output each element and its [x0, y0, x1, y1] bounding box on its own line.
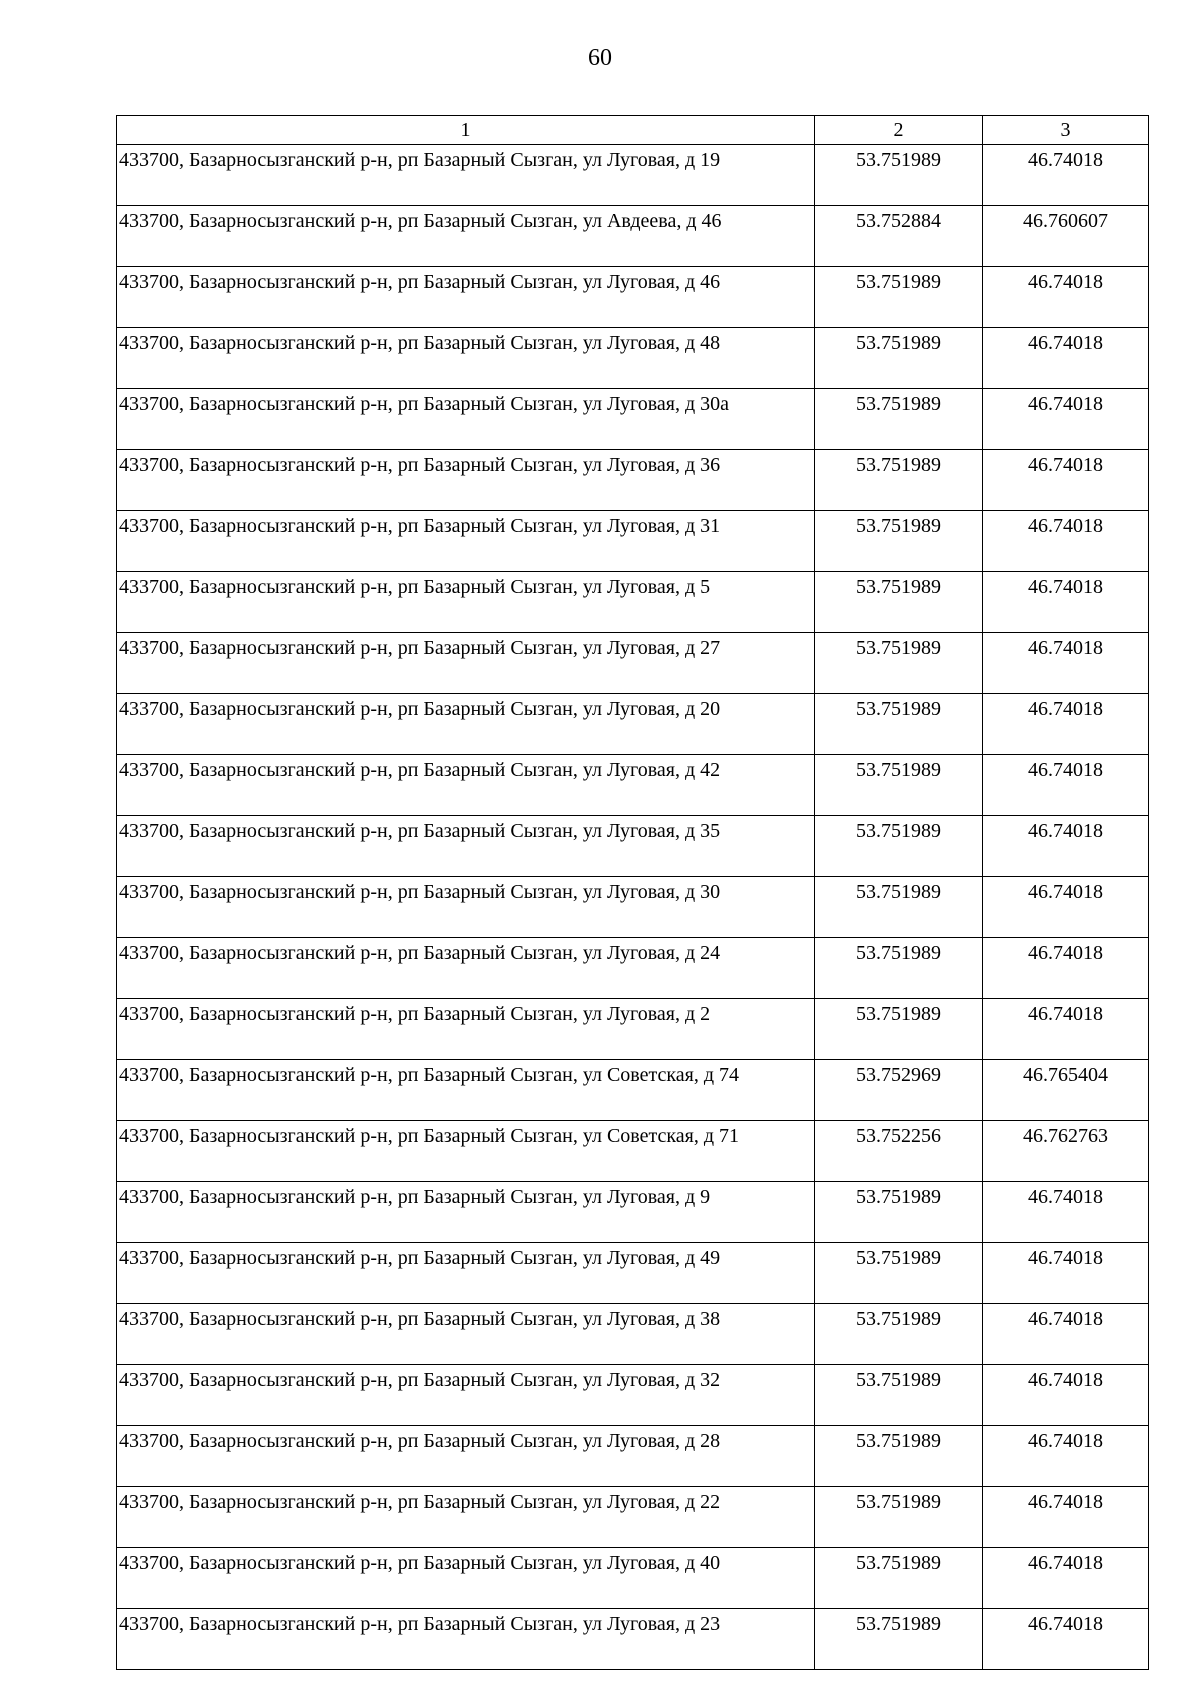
table-header	[117, 116, 1149, 145]
address-cell: 433700, Базарносызганский р-н, рп Базарный Сызган, ул Луговая, д 28	[117, 1426, 815, 1487]
latitude-cell: 53.751989	[815, 1609, 983, 1670]
longitude-cell: 46.74018	[983, 1609, 1149, 1670]
longitude-cell: 46.74018	[983, 1365, 1149, 1426]
latitude-cell: 53.751989	[815, 328, 983, 389]
latitude-cell: 53.751989	[815, 633, 983, 694]
latitude-cell: 53.751989	[815, 1426, 983, 1487]
longitude-cell: 46.74018	[983, 633, 1149, 694]
address-cell: 433700, Базарносызганский р-н, рп Базарный Сызган, ул Луговая, д 24	[117, 938, 815, 999]
latitude-cell: 53.751989	[815, 267, 983, 328]
column-header-2: 2	[815, 116, 983, 145]
table-row	[117, 816, 1149, 877]
latitude-cell: 53.751989	[815, 511, 983, 572]
table-row	[117, 755, 1149, 816]
latitude-cell: 53.751989	[815, 755, 983, 816]
longitude-cell: 46.74018	[983, 511, 1149, 572]
table-row	[117, 1243, 1149, 1304]
address-cell: 433700, Базарносызганский р-н, рп Базарный Сызган, ул Луговая, д 2	[117, 999, 815, 1060]
table-row	[117, 1121, 1149, 1182]
latitude-cell: 53.751989	[815, 877, 983, 938]
address-cell: 433700, Базарносызганский р-н, рп Базарный Сызган, ул Луговая, д 42	[117, 755, 815, 816]
address-cell: 433700, Базарносызганский р-н, рп Базарный Сызган, ул Луговая, д 30а	[117, 389, 815, 450]
table-row	[117, 1365, 1149, 1426]
table-row	[117, 267, 1149, 328]
table-row	[117, 511, 1149, 572]
address-cell: 433700, Базарносызганский р-н, рп Базарный Сызган, ул Луговая, д 19	[117, 145, 815, 206]
longitude-cell: 46.74018	[983, 572, 1149, 633]
address-cell: 433700, Базарносызганский р-н, рп Базарный Сызган, ул Луговая, д 48	[117, 328, 815, 389]
table-row	[117, 1548, 1149, 1609]
table-row	[117, 694, 1149, 755]
longitude-cell: 46.74018	[983, 1426, 1149, 1487]
longitude-cell: 46.762763	[983, 1121, 1149, 1182]
longitude-cell: 46.74018	[983, 267, 1149, 328]
address-cell: 433700, Базарносызганский р-н, рп Базарный Сызган, ул Луговая, д 36	[117, 450, 815, 511]
table-row	[117, 145, 1149, 206]
table-row	[117, 633, 1149, 694]
latitude-cell: 53.751989	[815, 816, 983, 877]
latitude-cell: 53.751989	[815, 999, 983, 1060]
table-row	[117, 938, 1149, 999]
longitude-cell: 46.74018	[983, 877, 1149, 938]
table-row	[117, 999, 1149, 1060]
latitude-cell: 53.752256	[815, 1121, 983, 1182]
longitude-cell: 46.74018	[983, 816, 1149, 877]
table-row	[117, 1426, 1149, 1487]
address-cell: 433700, Базарносызганский р-н, рп Базарный Сызган, ул Луговая, д 27	[117, 633, 815, 694]
address-cell: 433700, Базарносызганский р-н, рп Базарный Сызган, ул Луговая, д 22	[117, 1487, 815, 1548]
latitude-cell: 53.751989	[815, 938, 983, 999]
table-row	[117, 572, 1149, 633]
longitude-cell: 46.74018	[983, 938, 1149, 999]
latitude-cell: 53.752969	[815, 1060, 983, 1121]
table-row	[117, 1060, 1149, 1121]
table-row	[117, 328, 1149, 389]
latitude-cell: 53.751989	[815, 1304, 983, 1365]
longitude-cell: 46.74018	[983, 145, 1149, 206]
longitude-cell: 46.74018	[983, 1243, 1149, 1304]
latitude-cell: 53.751989	[815, 1487, 983, 1548]
latitude-cell: 53.751989	[815, 450, 983, 511]
longitude-cell: 46.760607	[983, 206, 1149, 267]
longitude-cell: 46.74018	[983, 1548, 1149, 1609]
latitude-cell: 53.751989	[815, 145, 983, 206]
longitude-cell: 46.74018	[983, 328, 1149, 389]
address-cell: 433700, Базарносызганский р-н, рп Базарный Сызган, ул Луговая, д 23	[117, 1609, 815, 1670]
address-cell: 433700, Базарносызганский р-н, рп Базарный Сызган, ул Луговая, д 30	[117, 877, 815, 938]
column-header-1: 1	[117, 116, 815, 145]
table-row	[117, 1609, 1149, 1670]
table-row	[117, 450, 1149, 511]
table-row	[117, 389, 1149, 450]
column-header-3: 3	[983, 116, 1149, 145]
address-coordinates-table	[116, 115, 1149, 1670]
latitude-cell: 53.752884	[815, 206, 983, 267]
latitude-cell: 53.751989	[815, 572, 983, 633]
latitude-cell: 53.751989	[815, 1243, 983, 1304]
address-cell: 433700, Базарносызганский р-н, рп Базарный Сызган, ул Луговая, д 46	[117, 267, 815, 328]
longitude-cell: 46.74018	[983, 694, 1149, 755]
longitude-cell: 46.74018	[983, 999, 1149, 1060]
latitude-cell: 53.751989	[815, 389, 983, 450]
address-cell: 433700, Базарносызганский р-н, рп Базарный Сызган, ул Луговая, д 40	[117, 1548, 815, 1609]
longitude-cell: 46.74018	[983, 1487, 1149, 1548]
longitude-cell: 46.74018	[983, 389, 1149, 450]
address-cell: 433700, Базарносызганский р-н, рп Базарный Сызган, ул Луговая, д 49	[117, 1243, 815, 1304]
latitude-cell: 53.751989	[815, 1182, 983, 1243]
page-number: 60	[588, 45, 612, 71]
table-row	[117, 1487, 1149, 1548]
table-header-row	[117, 116, 1149, 145]
table-row	[117, 877, 1149, 938]
latitude-cell: 53.751989	[815, 694, 983, 755]
longitude-cell: 46.74018	[983, 1182, 1149, 1243]
address-cell: 433700, Базарносызганский р-н, рп Базарный Сызган, ул Луговая, д 35	[117, 816, 815, 877]
longitude-cell: 46.74018	[983, 1304, 1149, 1365]
table-row	[117, 1182, 1149, 1243]
latitude-cell: 53.751989	[815, 1548, 983, 1609]
address-cell: 433700, Базарносызганский р-н, рп Базарный Сызган, ул Авдеева, д 46	[117, 206, 815, 267]
longitude-cell: 46.74018	[983, 755, 1149, 816]
longitude-cell: 46.74018	[983, 450, 1149, 511]
address-cell: 433700, Базарносызганский р-н, рп Базарный Сызган, ул Советская, д 74	[117, 1060, 815, 1121]
address-cell: 433700, Базарносызганский р-н, рп Базарный Сызган, ул Луговая, д 31	[117, 511, 815, 572]
address-cell: 433700, Базарносызганский р-н, рп Базарный Сызган, ул Луговая, д 32	[117, 1365, 815, 1426]
address-cell: 433700, Базарносызганский р-н, рп Базарный Сызган, ул Луговая, д 38	[117, 1304, 815, 1365]
table-row	[117, 1304, 1149, 1365]
table-body	[117, 145, 1149, 1670]
latitude-cell: 53.751989	[815, 1365, 983, 1426]
longitude-cell: 46.765404	[983, 1060, 1149, 1121]
address-cell: 433700, Базарносызганский р-н, рп Базарный Сызган, ул Советская, д 71	[117, 1121, 815, 1182]
address-cell: 433700, Базарносызганский р-н, рп Базарный Сызган, ул Луговая, д 5	[117, 572, 815, 633]
address-cell: 433700, Базарносызганский р-н, рп Базарный Сызган, ул Луговая, д 9	[117, 1182, 815, 1243]
table-row	[117, 206, 1149, 267]
address-cell: 433700, Базарносызганский р-н, рп Базарный Сызган, ул Луговая, д 20	[117, 694, 815, 755]
